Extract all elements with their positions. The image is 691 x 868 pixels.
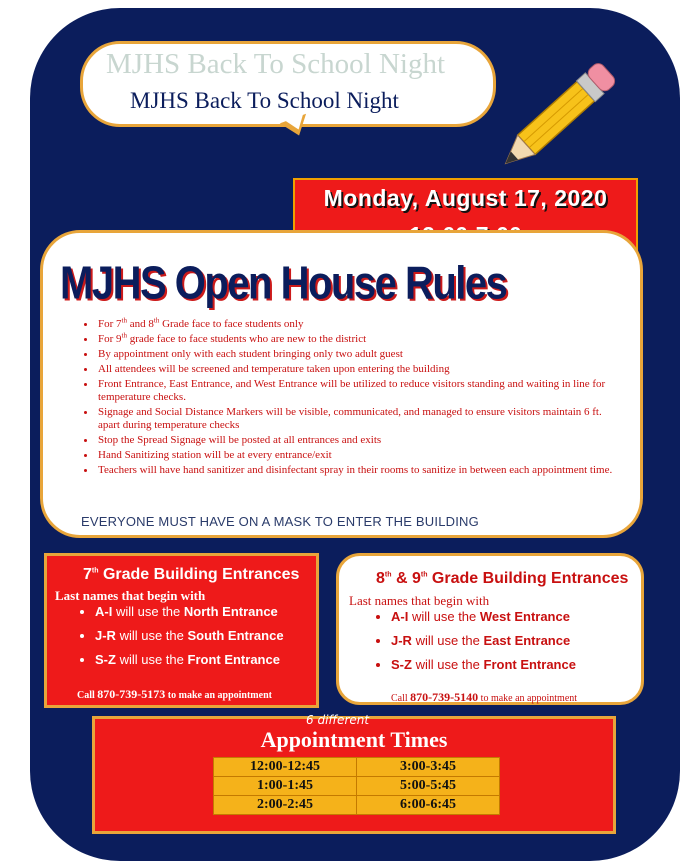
table-cell: 1:00-1:45 xyxy=(214,777,357,796)
appointment-times-panel xyxy=(92,713,616,834)
appointment-table xyxy=(213,757,500,815)
grade7-header: 7th Grade Building Entrances xyxy=(83,566,300,583)
grade89-entrance-list xyxy=(373,609,641,681)
grade7-phone: 870-739-5173 xyxy=(97,687,166,701)
rules-title: MJHS Open House Rules xyxy=(60,258,507,309)
list-item: • J-R will use the South Entrance xyxy=(95,628,325,643)
table-cell: 5:00-5:45 xyxy=(357,777,500,796)
table-cell: 3:00-3:45 xyxy=(357,758,500,777)
title-shadow-text: MJHS Back To School Night xyxy=(106,48,446,80)
table-row xyxy=(214,758,500,777)
list-item: • S-Z will use the Front Entrance xyxy=(95,652,325,667)
rules-list xyxy=(78,318,616,479)
list-item: • Signage and Social Distance Markers will be visible, communicated, and managed to ensure visitors maintain 6 ft. apart during temperature checks xyxy=(96,406,616,432)
list-item: • J-R will use the East Entrance xyxy=(391,633,641,648)
list-item: • Teachers will have hand sanitizer and disinfectant spray in their rooms to sanitize in between each appointment time. xyxy=(96,464,616,477)
list-item: • Hand Sanitizing station will be at every entrance/exit xyxy=(96,449,616,462)
list-item: • All attendees will be screened and temperature taken upon entering the building xyxy=(96,363,616,376)
grade89-header: 8th & 9th Grade Building Entrances xyxy=(376,570,629,587)
grade89-subtitle: Last names that begin with xyxy=(349,593,490,608)
list-item: • A-I will use the North Entrance xyxy=(95,604,325,619)
table-cell: 6:00-6:45 xyxy=(357,796,500,815)
list-item: • For 7th and 8th Grade face to face students only xyxy=(96,318,616,331)
grade89-entrances-panel xyxy=(336,553,644,705)
mask-requirement-note: EVERYONE MUST HAVE ON A MASK TO ENTER THE BUILDING xyxy=(81,514,479,529)
grade7-entrance-list xyxy=(77,604,325,676)
pencil-icon xyxy=(490,40,640,180)
table-cell: 2:00-2:45 xyxy=(214,796,357,815)
grade7-call-note: Call 870-739-5173 to make an appointment xyxy=(77,687,272,701)
list-item: • By appointment only with each student bringing only two adult guest xyxy=(96,348,616,361)
table-row xyxy=(214,796,500,815)
list-item: • S-Z will use the Front Entrance xyxy=(391,657,641,672)
table-cell: 12:00-12:45 xyxy=(214,758,357,777)
grade7-entrances-panel xyxy=(44,553,319,708)
event-date: Monday, August 17, 2020 xyxy=(323,185,608,211)
table-row xyxy=(214,777,500,796)
grade89-phone: 870-739-5140 xyxy=(410,690,479,704)
list-item: • For 9th grade face to face students who are new to the district xyxy=(96,333,616,346)
grade89-call-note: Call 870-739-5140 to make an appointment xyxy=(391,690,578,704)
list-item: • A-I will use the West Entrance xyxy=(391,609,641,624)
appointment-title: Appointment Times xyxy=(260,727,448,752)
page-title: MJHS Back To School Night xyxy=(130,88,399,113)
list-item: • Stop the Spread Signage will be posted at all entrances and exits xyxy=(96,434,616,447)
list-item: • Front Entrance, East Entrance, and West Entrance will be utilized to reduce visitors standing and waiting in line for temperature checks. xyxy=(96,378,616,404)
appointment-count-note: 6 different xyxy=(306,713,370,727)
grade7-subtitle: Last names that begin with xyxy=(55,588,206,603)
